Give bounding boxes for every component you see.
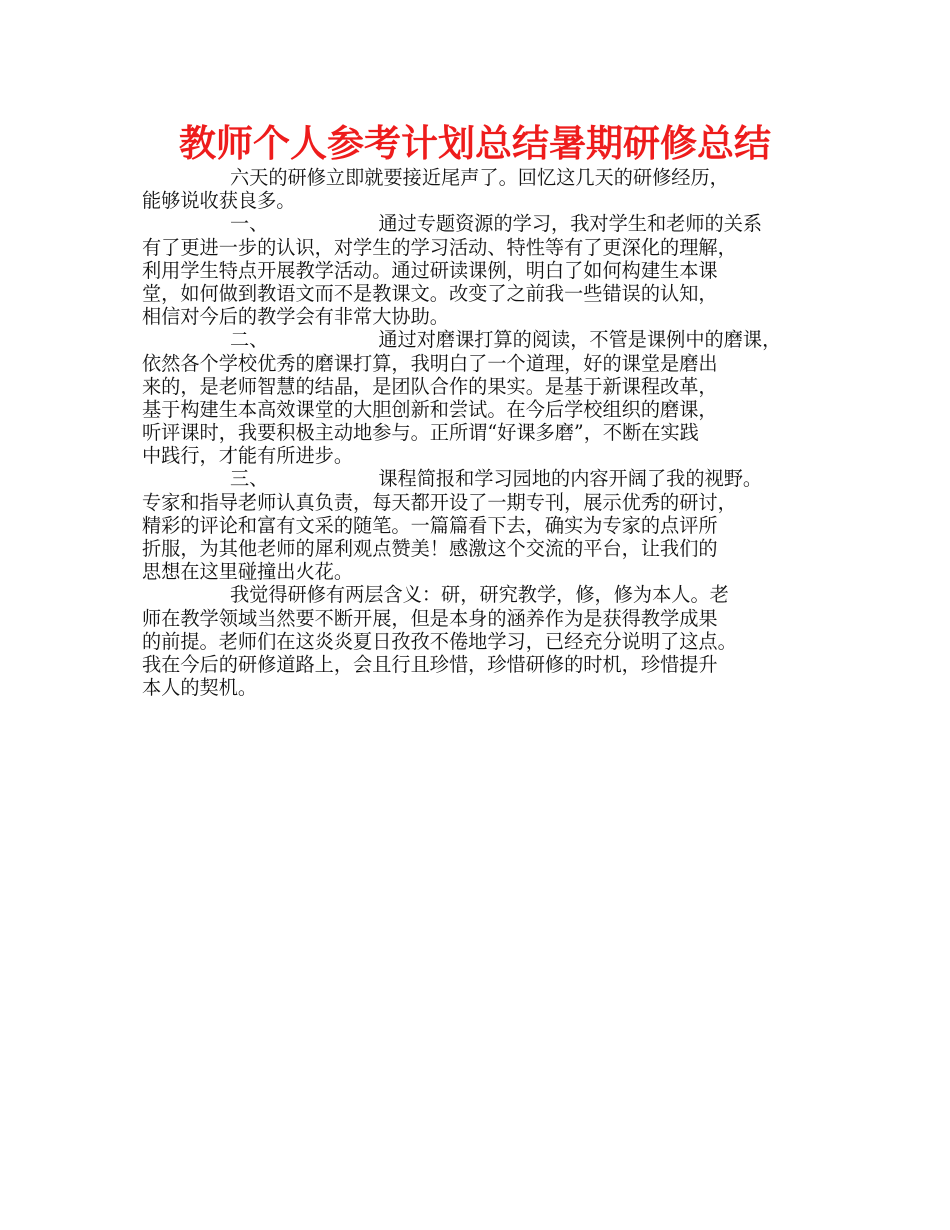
text-line <box>142 212 822 235</box>
text-line: 精彩的评论和富有文采的随笔。一篇篇看下去，确实为专家的点评所 <box>142 513 718 537</box>
text-line: 有了更进一步的认识，对学生的学习活动、特性等有了更深化的理解， <box>142 235 737 259</box>
text-line: 的前提。老师们在这炎炎夏日孜孜不倦地学习，已经充分说明了这点。 <box>142 629 737 653</box>
text-line: 思想在这里碰撞出火花。 <box>142 560 354 584</box>
text-line: 堂，如何做到教语文而不是教课文。改变了之前我一些错误的认知， <box>142 281 718 305</box>
text-segment: 通过对磨课打算的阅读，不管是课例中的磨课， <box>378 328 782 352</box>
text-line: 基于构建生本高效课堂的大胆创新和尝试。在今后学校组织的磨课， <box>142 397 718 421</box>
paragraph-5 <box>142 583 822 699</box>
paragraph-3 <box>142 328 822 467</box>
text-line: 能够说收获良多。 <box>142 189 296 213</box>
text-line <box>142 328 822 351</box>
text-segment: 通过专题资源的学习，我对学生和老师的关系 <box>378 212 763 236</box>
text-line: 利用学生特点开展教学活动。通过研读课例，明白了如何构建生本课 <box>142 258 718 282</box>
text-line: 折服，为其他老师的犀利观点赞美！感激这个交流的平台，让我们的 <box>142 537 718 560</box>
document-body <box>142 166 822 699</box>
text-line: 依然各个学校优秀的磨课打算，我明白了一个道理，好的课堂是磨出 <box>142 351 718 375</box>
paragraph-2 <box>142 212 822 328</box>
document-title: 教师个人参考计划总结暑期研修总结 <box>179 122 771 165</box>
text-line: 本人的契机。 <box>142 676 258 700</box>
section-marker: 一、 <box>230 212 269 236</box>
paragraph-4 <box>142 467 822 583</box>
text-line: 我在今后的研修道路上，会且行且珍惜，珍惜研修的时机，珍惜提升 <box>142 652 718 676</box>
text-line: 中践行，才能有所进步。 <box>142 444 354 468</box>
text-line: 听评课时，我要积极主动地参与。正所谓“好课多磨”，不断在实践 <box>142 421 699 445</box>
text-line: 我觉得研修有两层含义：研，研究教学，修，修为本人。老 <box>230 583 729 607</box>
text-line <box>142 467 822 490</box>
section-marker: 三、 <box>230 467 269 491</box>
section-marker: 二、 <box>230 328 269 352</box>
paragraph-1 <box>142 166 822 212</box>
text-line: 来的，是老师智慧的结晶，是团队合作的果实。是基于新课程改革， <box>142 374 718 398</box>
text-line: 六天的研修立即就要接近尾声了。回忆这几天的研修经历， <box>230 166 729 189</box>
text-segment: 课程简报和学习园地的内容开阔了我的视野。 <box>378 467 763 491</box>
text-line: 专家和指导老师认真负责，每天都开设了一期专刊，展示优秀的研讨， <box>142 490 737 514</box>
text-line: 相信对今后的教学会有非常大协助。 <box>142 305 449 329</box>
text-line: 师在教学领域当然要不断开展，但是本身的涵养作为是获得教学成果 <box>142 606 718 630</box>
